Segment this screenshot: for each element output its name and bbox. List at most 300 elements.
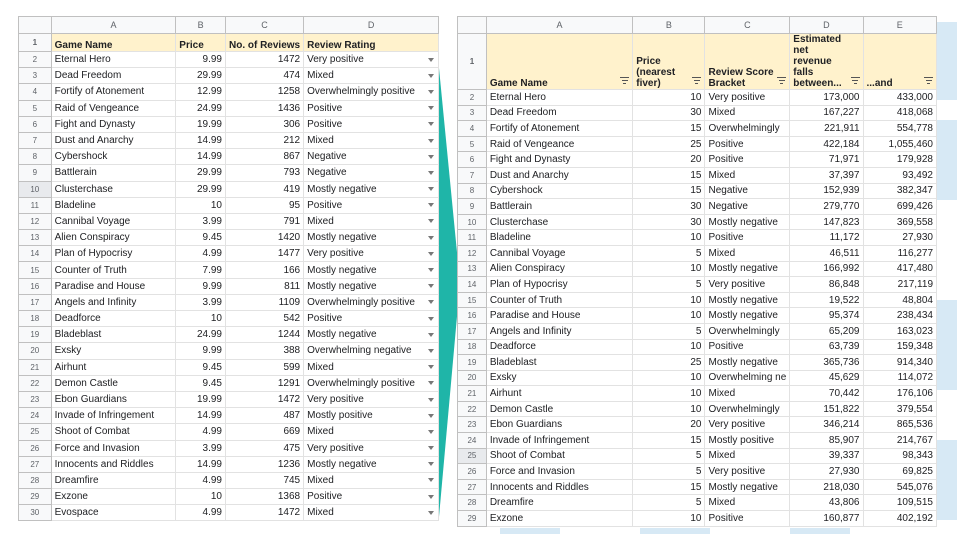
cell-review-bracket[interactable]: Mixed <box>705 386 790 402</box>
cell-price[interactable]: 4.99 <box>176 246 226 262</box>
row-number[interactable]: 21 <box>458 386 487 402</box>
cell-price[interactable]: 29.99 <box>176 68 226 84</box>
cell-revenue-low[interactable]: 422,184 <box>790 136 863 152</box>
cell-revenue-low[interactable]: 160,877 <box>790 511 863 527</box>
cell-revenue-low[interactable]: 63,739 <box>790 339 863 355</box>
cell-game-name[interactable]: Eternal Hero <box>486 90 632 106</box>
dropdown-arrow-icon[interactable] <box>428 219 434 223</box>
cell-price[interactable]: 10 <box>633 511 705 527</box>
dropdown-arrow-icon[interactable] <box>428 446 434 450</box>
cell-revenue-low[interactable]: 46,511 <box>790 245 863 261</box>
row-number[interactable]: 28 <box>19 472 52 488</box>
dropdown-arrow-icon[interactable] <box>428 333 434 337</box>
cell-review-rating[interactable] <box>304 100 439 116</box>
cell-price[interactable]: 4.99 <box>176 424 226 440</box>
dropdown-arrow-icon[interactable] <box>428 236 434 240</box>
dropdown-arrow-icon[interactable] <box>428 317 434 321</box>
cell-review-rating[interactable] <box>304 132 439 148</box>
cell-game-name[interactable]: Raid of Vengeance <box>486 136 632 152</box>
row-number[interactable]: 30 <box>19 505 52 521</box>
cell-price[interactable]: 12.99 <box>176 84 226 100</box>
cell-price[interactable]: 30 <box>633 214 705 230</box>
cell-game-name[interactable]: Battlerain <box>51 165 176 181</box>
cell-price[interactable]: 4.99 <box>176 505 226 521</box>
cell-review-rating[interactable] <box>304 197 439 213</box>
cell-price[interactable]: 5 <box>633 245 705 261</box>
cell-game-name[interactable]: Invade of Infringement <box>486 433 632 449</box>
row-number[interactable]: 24 <box>19 408 52 424</box>
cell-game-name[interactable]: Deadforce <box>486 339 632 355</box>
row-number[interactable]: 4 <box>458 121 487 137</box>
cell-reviews[interactable]: 745 <box>225 472 303 488</box>
row-number[interactable]: 6 <box>19 116 52 132</box>
cell-review-bracket[interactable]: Mixed <box>705 167 790 183</box>
row-number[interactable]: 5 <box>458 136 487 152</box>
cell-price[interactable]: 15 <box>633 479 705 495</box>
row-number[interactable]: 18 <box>19 311 52 327</box>
cell-revenue-high[interactable]: 699,426 <box>863 199 937 215</box>
cell-game-name[interactable]: Dreamfire <box>486 495 632 511</box>
cell-game-name[interactable]: Airhunt <box>486 386 632 402</box>
cell-review-rating[interactable] <box>304 230 439 246</box>
cell-price[interactable]: 10 <box>633 90 705 106</box>
row-number[interactable]: 18 <box>458 339 487 355</box>
cell-revenue-low[interactable]: 11,172 <box>790 230 863 246</box>
cell-review-bracket[interactable]: Mixed <box>705 448 790 464</box>
cell-reviews[interactable]: 669 <box>225 424 303 440</box>
cell-review-bracket[interactable]: Mostly negative <box>705 355 790 371</box>
dropdown-arrow-icon[interactable] <box>428 365 434 369</box>
cell-review-bracket[interactable]: Overwhelmingly <box>705 121 790 137</box>
cell-game-name[interactable]: Counter of Truth <box>486 292 632 308</box>
cell-revenue-high[interactable]: 69,825 <box>863 464 937 480</box>
cell-game-name[interactable]: Exzone <box>486 511 632 527</box>
row-number[interactable]: 16 <box>458 308 487 324</box>
cell-price[interactable]: 5 <box>633 495 705 511</box>
row-number[interactable]: 7 <box>19 132 52 148</box>
cell-revenue-high[interactable]: 93,492 <box>863 167 937 183</box>
cell-revenue-high[interactable]: 379,554 <box>863 401 937 417</box>
cell-review-bracket[interactable]: Overwhelming ne <box>705 370 790 386</box>
header-rating[interactable]: Review Rating <box>304 34 439 52</box>
cell-reviews[interactable]: 1477 <box>225 246 303 262</box>
row-number[interactable]: 10 <box>458 214 487 230</box>
dropdown-arrow-icon[interactable] <box>428 58 434 62</box>
cell-review-bracket[interactable]: Mostly negative <box>705 261 790 277</box>
filter-icon[interactable] <box>620 77 629 84</box>
cell-game-name[interactable]: Angels and Infinity <box>486 323 632 339</box>
cell-review-rating[interactable] <box>304 278 439 294</box>
cell-revenue-low[interactable]: 152,939 <box>790 183 863 199</box>
cell-revenue-low[interactable]: 95,374 <box>790 308 863 324</box>
cell-game-name[interactable]: Paradise and House <box>51 278 176 294</box>
cell-review-bracket[interactable]: Overwhelmingly <box>705 323 790 339</box>
cell-price[interactable]: 5 <box>633 277 705 293</box>
cell-revenue-high[interactable]: 98,343 <box>863 448 937 464</box>
cell-revenue-low[interactable]: 45,629 <box>790 370 863 386</box>
dropdown-arrow-icon[interactable] <box>428 252 434 256</box>
cell-reviews[interactable]: 793 <box>225 165 303 181</box>
cell-revenue-low[interactable]: 173,000 <box>790 90 863 106</box>
cell-review-bracket[interactable]: Very positive <box>705 417 790 433</box>
header-game-name[interactable] <box>486 34 632 90</box>
cell-price[interactable]: 9.99 <box>176 343 226 359</box>
cell-game-name[interactable]: Cannibal Voyage <box>486 245 632 261</box>
cell-revenue-high[interactable]: 417,480 <box>863 261 937 277</box>
row-number[interactable]: 27 <box>19 456 52 472</box>
cell-reviews[interactable]: 1420 <box>225 230 303 246</box>
cell-reviews[interactable]: 542 <box>225 311 303 327</box>
dropdown-arrow-icon[interactable] <box>428 300 434 304</box>
cell-price[interactable]: 15 <box>633 183 705 199</box>
cell-reviews[interactable]: 791 <box>225 213 303 229</box>
cell-revenue-low[interactable]: 19,522 <box>790 292 863 308</box>
cell-review-rating[interactable] <box>304 424 439 440</box>
cell-game-name[interactable]: Eternal Hero <box>51 52 176 68</box>
header-review-bracket[interactable] <box>705 34 790 90</box>
cell-revenue-low[interactable]: 85,907 <box>790 433 863 449</box>
cell-game-name[interactable]: Force and Invasion <box>51 440 176 456</box>
cell-review-bracket[interactable]: Mostly negative <box>705 292 790 308</box>
cell-game-name[interactable]: Cybershock <box>486 183 632 199</box>
filter-icon[interactable] <box>777 77 786 84</box>
row-number[interactable]: 26 <box>19 440 52 456</box>
cell-game-name[interactable]: Dead Freedom <box>51 68 176 84</box>
filter-icon[interactable] <box>692 77 701 84</box>
cell-revenue-low[interactable]: 279,770 <box>790 199 863 215</box>
cell-revenue-high[interactable]: 109,515 <box>863 495 937 511</box>
row-number[interactable]: 13 <box>458 261 487 277</box>
cell-price[interactable]: 30 <box>633 199 705 215</box>
cell-game-name[interactable]: Fortify of Atonement <box>486 121 632 137</box>
cell-game-name[interactable]: Bladeblast <box>51 327 176 343</box>
cell-revenue-high[interactable]: 914,340 <box>863 355 937 371</box>
cell-price[interactable]: 19.99 <box>176 116 226 132</box>
row-number[interactable]: 29 <box>19 489 52 505</box>
cell-price[interactable]: 9.45 <box>176 375 226 391</box>
cell-reviews[interactable]: 1472 <box>225 52 303 68</box>
cell-review-rating[interactable] <box>304 213 439 229</box>
cell-review-bracket[interactable]: Mixed <box>705 495 790 511</box>
cell-review-bracket[interactable]: Mixed <box>705 245 790 261</box>
cell-reviews[interactable]: 475 <box>225 440 303 456</box>
dropdown-arrow-icon[interactable] <box>428 268 434 272</box>
cell-reviews[interactable]: 1472 <box>225 505 303 521</box>
select-all-corner[interactable] <box>19 17 52 34</box>
cell-game-name[interactable]: Paradise and House <box>486 308 632 324</box>
row-number[interactable]: 14 <box>458 277 487 293</box>
header-price-nearest-fiver[interactable] <box>633 34 705 90</box>
cell-reviews[interactable]: 867 <box>225 149 303 165</box>
dropdown-arrow-icon[interactable] <box>428 74 434 78</box>
row-number[interactable]: 19 <box>19 327 52 343</box>
cell-revenue-high[interactable]: 48,804 <box>863 292 937 308</box>
cell-revenue-high[interactable]: 217,119 <box>863 277 937 293</box>
cell-game-name[interactable]: Shoot of Combat <box>51 424 176 440</box>
cell-review-bracket[interactable]: Positive <box>705 136 790 152</box>
cell-revenue-high[interactable]: 369,558 <box>863 214 937 230</box>
cell-game-name[interactable]: Evospace <box>51 505 176 521</box>
row-number[interactable]: 25 <box>19 424 52 440</box>
cell-revenue-low[interactable]: 71,971 <box>790 152 863 168</box>
cell-revenue-high[interactable]: 382,347 <box>863 183 937 199</box>
column-header-d[interactable]: D <box>790 17 863 34</box>
cell-reviews[interactable]: 1109 <box>225 294 303 310</box>
column-header-a[interactable]: A <box>51 17 176 34</box>
row-number[interactable]: 11 <box>458 230 487 246</box>
cell-game-name[interactable]: Shoot of Combat <box>486 448 632 464</box>
cell-review-rating[interactable] <box>304 359 439 375</box>
cell-review-bracket[interactable]: Mixed <box>705 105 790 121</box>
cell-review-rating[interactable] <box>304 262 439 278</box>
cell-game-name[interactable]: Innocents and Riddles <box>486 479 632 495</box>
row-number[interactable]: 9 <box>458 199 487 215</box>
cell-price[interactable]: 19.99 <box>176 391 226 407</box>
cell-review-bracket[interactable]: Positive <box>705 511 790 527</box>
row-number[interactable]: 1 <box>19 34 52 52</box>
cell-price[interactable]: 24.99 <box>176 327 226 343</box>
dropdown-arrow-icon[interactable] <box>428 203 434 207</box>
row-number[interactable]: 22 <box>19 375 52 391</box>
row-number[interactable]: 24 <box>458 433 487 449</box>
row-number[interactable]: 15 <box>19 262 52 278</box>
cell-revenue-low[interactable]: 346,214 <box>790 417 863 433</box>
cell-revenue-low[interactable]: 65,209 <box>790 323 863 339</box>
cell-game-name[interactable]: Exzone <box>51 489 176 505</box>
cell-price[interactable]: 9.45 <box>176 359 226 375</box>
cell-review-bracket[interactable]: Positive <box>705 339 790 355</box>
cell-review-rating[interactable] <box>304 489 439 505</box>
cell-game-name[interactable]: Bladeline <box>51 197 176 213</box>
cell-review-rating[interactable] <box>304 294 439 310</box>
header-revenue-high[interactable] <box>863 34 937 90</box>
row-number[interactable]: 25 <box>458 448 487 464</box>
cell-review-bracket[interactable]: Very positive <box>705 277 790 293</box>
cell-review-bracket[interactable]: Mostly positive <box>705 433 790 449</box>
cell-price[interactable]: 14.99 <box>176 408 226 424</box>
row-number[interactable]: 2 <box>19 52 52 68</box>
cell-review-rating[interactable] <box>304 84 439 100</box>
cell-game-name[interactable]: Bladeblast <box>486 355 632 371</box>
cell-game-name[interactable]: Ebon Guardians <box>51 391 176 407</box>
cell-price[interactable]: 5 <box>633 323 705 339</box>
cell-price[interactable]: 14.99 <box>176 132 226 148</box>
cell-review-rating[interactable] <box>304 52 439 68</box>
dropdown-arrow-icon[interactable] <box>428 284 434 288</box>
column-header-d[interactable]: D <box>304 17 439 34</box>
dropdown-arrow-icon[interactable] <box>428 430 434 434</box>
cell-review-rating[interactable] <box>304 181 439 197</box>
cell-price[interactable]: 25 <box>633 355 705 371</box>
header-price[interactable]: Price <box>176 34 226 52</box>
column-header-c[interactable]: C <box>705 17 790 34</box>
cell-game-name[interactable]: Bladeline <box>486 230 632 246</box>
cell-reviews[interactable]: 474 <box>225 68 303 84</box>
row-number[interactable]: 12 <box>458 245 487 261</box>
cell-game-name[interactable]: Plan of Hypocrisy <box>51 246 176 262</box>
cell-review-rating[interactable] <box>304 440 439 456</box>
row-number[interactable]: 10 <box>19 181 52 197</box>
row-number[interactable]: 29 <box>458 511 487 527</box>
dropdown-arrow-icon[interactable] <box>428 495 434 499</box>
cell-game-name[interactable]: Dust and Anarchy <box>486 167 632 183</box>
column-header-b[interactable]: B <box>633 17 705 34</box>
cell-revenue-low[interactable]: 147,823 <box>790 214 863 230</box>
header-revenue-low[interactable] <box>790 34 863 90</box>
cell-game-name[interactable]: Demon Castle <box>51 375 176 391</box>
cell-price[interactable]: 5 <box>633 448 705 464</box>
cell-game-name[interactable]: Cybershock <box>51 149 176 165</box>
dropdown-arrow-icon[interactable] <box>428 478 434 482</box>
dropdown-arrow-icon[interactable] <box>428 462 434 466</box>
cell-game-name[interactable]: Fight and Dynasty <box>486 152 632 168</box>
cell-price[interactable]: 29.99 <box>176 165 226 181</box>
filter-icon[interactable] <box>851 77 860 84</box>
row-number[interactable]: 19 <box>458 355 487 371</box>
cell-game-name[interactable]: Invade of Infringement <box>51 408 176 424</box>
cell-review-rating[interactable] <box>304 311 439 327</box>
row-number[interactable]: 23 <box>19 391 52 407</box>
cell-price[interactable]: 4.99 <box>176 472 226 488</box>
cell-price[interactable]: 29.99 <box>176 181 226 197</box>
row-number[interactable]: 26 <box>458 464 487 480</box>
cell-revenue-high[interactable]: 1,055,460 <box>863 136 937 152</box>
cell-game-name[interactable]: Battlerain <box>486 199 632 215</box>
cell-price[interactable]: 10 <box>176 311 226 327</box>
row-number[interactable]: 22 <box>458 401 487 417</box>
cell-review-bracket[interactable]: Positive <box>705 152 790 168</box>
cell-review-rating[interactable] <box>304 68 439 84</box>
row-number[interactable]: 14 <box>19 246 52 262</box>
header-game-name[interactable]: Game Name <box>51 34 176 52</box>
row-number[interactable]: 23 <box>458 417 487 433</box>
cell-reviews[interactable]: 1291 <box>225 375 303 391</box>
cell-review-bracket[interactable]: Positive <box>705 230 790 246</box>
cell-reviews[interactable]: 419 <box>225 181 303 197</box>
cell-revenue-high[interactable]: 116,277 <box>863 245 937 261</box>
cell-game-name[interactable]: Force and Invasion <box>486 464 632 480</box>
row-number[interactable]: 8 <box>458 183 487 199</box>
cell-revenue-high[interactable]: 238,434 <box>863 308 937 324</box>
cell-game-name[interactable]: Raid of Vengeance <box>51 100 176 116</box>
cell-reviews[interactable]: 95 <box>225 197 303 213</box>
cell-revenue-high[interactable]: 214,767 <box>863 433 937 449</box>
cell-review-rating[interactable] <box>304 472 439 488</box>
column-header-c[interactable]: C <box>225 17 303 34</box>
row-number[interactable]: 9 <box>19 165 52 181</box>
row-number[interactable]: 2 <box>458 90 487 106</box>
row-number[interactable]: 17 <box>458 323 487 339</box>
cell-price[interactable]: 10 <box>633 308 705 324</box>
cell-price[interactable]: 30 <box>633 105 705 121</box>
cell-revenue-low[interactable]: 27,930 <box>790 464 863 480</box>
dropdown-arrow-icon[interactable] <box>428 139 434 143</box>
cell-price[interactable]: 10 <box>633 386 705 402</box>
row-number[interactable]: 5 <box>19 100 52 116</box>
cell-game-name[interactable]: Plan of Hypocrisy <box>486 277 632 293</box>
dropdown-arrow-icon[interactable] <box>428 187 434 191</box>
cell-price[interactable]: 20 <box>633 417 705 433</box>
cell-reviews[interactable]: 388 <box>225 343 303 359</box>
row-number[interactable]: 17 <box>19 294 52 310</box>
cell-revenue-high[interactable]: 545,076 <box>863 479 937 495</box>
column-header-b[interactable]: B <box>176 17 226 34</box>
cell-revenue-high[interactable]: 163,023 <box>863 323 937 339</box>
cell-game-name[interactable]: Clusterchase <box>51 181 176 197</box>
cell-price[interactable]: 24.99 <box>176 100 226 116</box>
cell-game-name[interactable]: Airhunt <box>51 359 176 375</box>
row-number[interactable]: 8 <box>19 149 52 165</box>
cell-review-bracket[interactable]: Mostly negative <box>705 479 790 495</box>
cell-review-bracket[interactable]: Mostly negative <box>705 214 790 230</box>
dropdown-arrow-icon[interactable] <box>428 381 434 385</box>
cell-revenue-high[interactable]: 179,928 <box>863 152 937 168</box>
cell-game-name[interactable]: Fight and Dynasty <box>51 116 176 132</box>
row-number[interactable]: 16 <box>19 278 52 294</box>
cell-revenue-low[interactable]: 166,992 <box>790 261 863 277</box>
cell-review-rating[interactable] <box>304 327 439 343</box>
cell-reviews[interactable]: 166 <box>225 262 303 278</box>
row-number[interactable]: 21 <box>19 359 52 375</box>
row-number[interactable]: 27 <box>458 479 487 495</box>
row-number[interactable]: 3 <box>19 68 52 84</box>
cell-revenue-high[interactable]: 433,000 <box>863 90 937 106</box>
cell-reviews[interactable]: 1258 <box>225 84 303 100</box>
row-number[interactable]: 20 <box>458 370 487 386</box>
cell-game-name[interactable]: Alien Conspiracy <box>486 261 632 277</box>
cell-price[interactable]: 10 <box>633 370 705 386</box>
row-number[interactable]: 1 <box>458 34 487 90</box>
cell-revenue-high[interactable]: 159,348 <box>863 339 937 355</box>
row-number[interactable]: 20 <box>19 343 52 359</box>
cell-price[interactable]: 25 <box>633 136 705 152</box>
cell-revenue-low[interactable]: 151,822 <box>790 401 863 417</box>
cell-price[interactable]: 15 <box>633 433 705 449</box>
cell-revenue-high[interactable]: 176,106 <box>863 386 937 402</box>
cell-review-rating[interactable] <box>304 408 439 424</box>
cell-price[interactable]: 10 <box>176 197 226 213</box>
cell-reviews[interactable]: 599 <box>225 359 303 375</box>
cell-review-rating[interactable] <box>304 165 439 181</box>
cell-revenue-low[interactable]: 218,030 <box>790 479 863 495</box>
cell-price[interactable]: 10 <box>633 339 705 355</box>
cell-price[interactable]: 15 <box>633 167 705 183</box>
cell-game-name[interactable]: Fortify of Atonement <box>51 84 176 100</box>
cell-price[interactable]: 9.99 <box>176 52 226 68</box>
row-number[interactable]: 6 <box>458 152 487 168</box>
cell-price[interactable]: 15 <box>633 121 705 137</box>
row-number[interactable]: 11 <box>19 197 52 213</box>
cell-revenue-low[interactable]: 86,848 <box>790 277 863 293</box>
cell-review-rating[interactable] <box>304 391 439 407</box>
cell-review-bracket[interactable]: Negative <box>705 183 790 199</box>
cell-revenue-low[interactable]: 39,337 <box>790 448 863 464</box>
column-header-a[interactable]: A <box>486 17 632 34</box>
row-number[interactable]: 15 <box>458 292 487 308</box>
cell-revenue-low[interactable]: 37,397 <box>790 167 863 183</box>
cell-review-bracket[interactable]: Overwhelmingly <box>705 401 790 417</box>
cell-game-name[interactable]: Innocents and Riddles <box>51 456 176 472</box>
row-number[interactable]: 28 <box>458 495 487 511</box>
cell-game-name[interactable]: Counter of Truth <box>51 262 176 278</box>
row-number[interactable]: 4 <box>19 84 52 100</box>
cell-game-name[interactable]: Exsky <box>486 370 632 386</box>
cell-reviews[interactable]: 1368 <box>225 489 303 505</box>
column-header-e[interactable]: E <box>863 17 937 34</box>
cell-review-bracket[interactable]: Very positive <box>705 464 790 480</box>
cell-revenue-high[interactable]: 554,778 <box>863 121 937 137</box>
cell-reviews[interactable]: 1244 <box>225 327 303 343</box>
